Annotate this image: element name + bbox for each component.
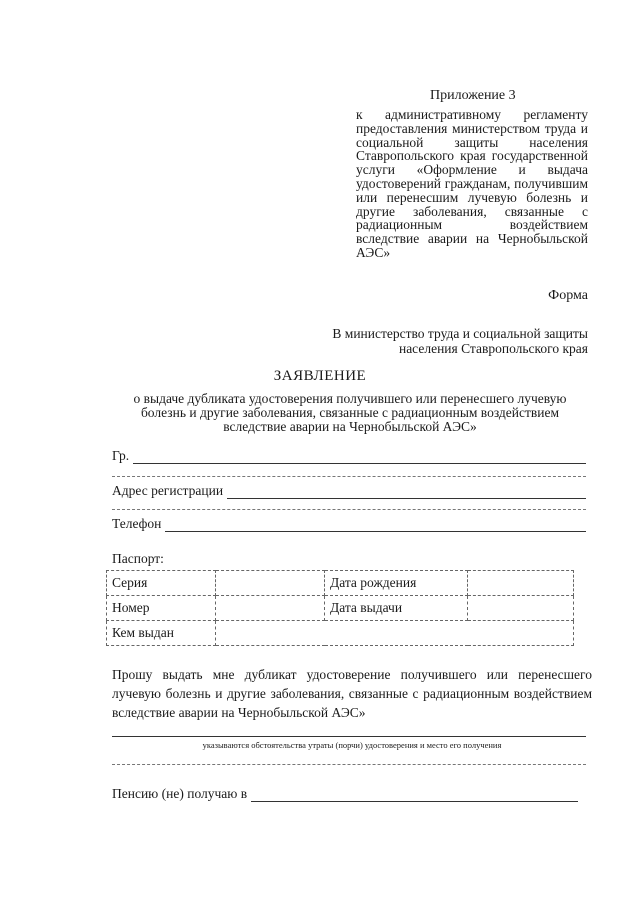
citizen-field[interactable] — [112, 448, 586, 464]
phone-input-line[interactable] — [165, 519, 586, 532]
address-field[interactable] — [112, 483, 586, 499]
issue-date-label: Дата выдачи — [325, 596, 468, 621]
series-value[interactable] — [216, 571, 325, 596]
birth-date-value[interactable] — [468, 571, 574, 596]
pension-input-line[interactable] — [251, 789, 578, 802]
address-extra-line[interactable] — [112, 509, 586, 510]
citizen-input-line[interactable] — [133, 451, 586, 464]
addressee: В министерство труда и социальной защиты населения Ставропольского края — [332, 326, 588, 356]
series-label: Серия — [107, 571, 216, 596]
appendix-title: Приложение 3 — [430, 88, 516, 103]
passport-label: Паспорт: — [112, 551, 164, 566]
loss-note: указываются обстоятельства утраты (порчи) удостоверения и место его получения — [202, 740, 502, 750]
address-label: Адрес регистрации — [112, 483, 224, 498]
pension-field[interactable] — [112, 786, 578, 802]
passport-row-issued-by — [107, 621, 574, 646]
passport-row-number — [107, 596, 574, 621]
loss-extra-line[interactable] — [112, 764, 586, 765]
phone-field[interactable] — [112, 516, 586, 532]
passport-row-series — [107, 571, 574, 596]
passport-table — [106, 570, 574, 646]
issued-by-value[interactable] — [216, 621, 574, 646]
issued-by-label: Кем выдан — [107, 621, 216, 646]
document-title: ЗАЯВЛЕНИЕ — [273, 368, 367, 384]
document-subtitle: о выдаче дубликата удостоверения получившего или перенесшего лучевую болезнь и другие заболевания, связанные с радиационным воздействием вследствие аварии на Чернобыльской АЭС» — [133, 391, 567, 434]
citizen-extra-line[interactable] — [112, 476, 586, 477]
phone-label: Телефон — [112, 516, 162, 531]
number-value[interactable] — [216, 596, 325, 621]
loss-circumstances-line[interactable] — [112, 736, 586, 737]
pension-label: Пенсию (не) получаю в — [112, 786, 248, 801]
appendix-text: к административному регламенту предоставления министерством труда и социальной защиты населения Ставропольского края государственной услуги «Оформление и выдача удостоверений гражданам, получившим или перенесшим лучевую болезнь и другие заболевания, связанные с радиационным воздействием вследствие аварии на Чернобыльской АЭС» — [356, 107, 588, 260]
citizen-label: Гр. — [112, 448, 130, 463]
number-label: Номер — [107, 596, 216, 621]
issue-date-value[interactable] — [468, 596, 574, 621]
address-input-line[interactable] — [227, 486, 586, 499]
form-label: Форма — [548, 288, 588, 303]
birth-date-label: Дата рождения — [325, 571, 468, 596]
request-text: Прошу выдать мне дубликат удостоверение получившего или перенесшего лучевую болезнь и другие заболевания, связанные с радиационным воздействием вследствие аварии на Чернобыльской АЭС» — [112, 667, 592, 720]
